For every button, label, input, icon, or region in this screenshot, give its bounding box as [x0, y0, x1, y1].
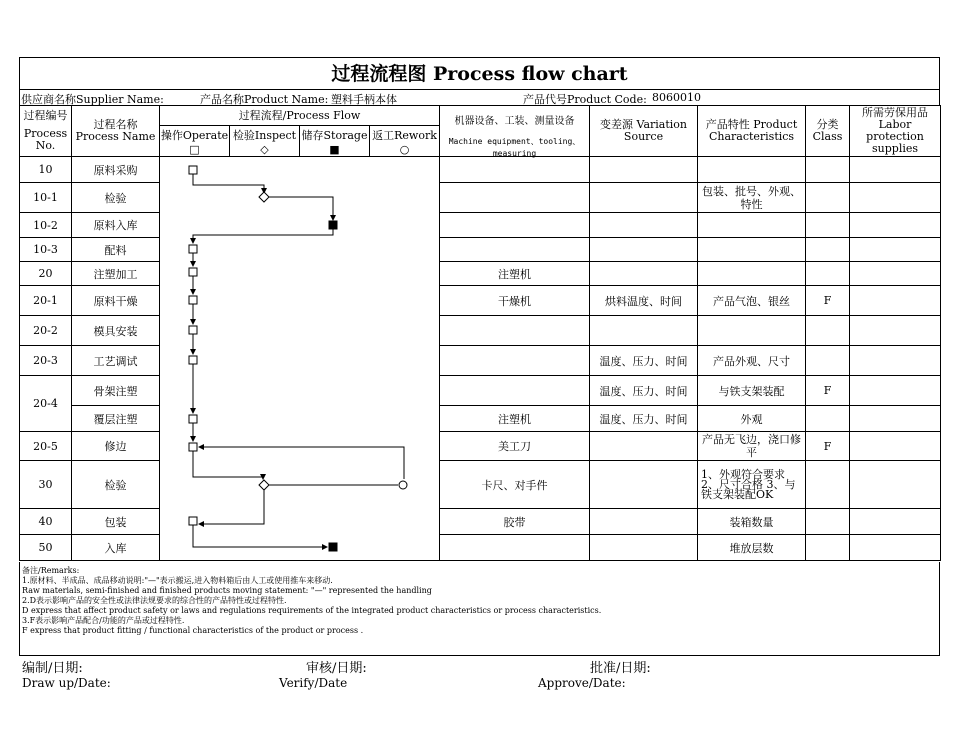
- process-no: 20-4: [20, 376, 72, 432]
- process-no: 40: [20, 509, 72, 535]
- product-char: 与铁支架装配: [698, 376, 806, 406]
- process-name: 检验: [72, 461, 160, 509]
- process-no: 10-3: [20, 238, 72, 262]
- table-row: [20, 262, 941, 286]
- process-name: 检验: [72, 183, 160, 213]
- process-table: [19, 105, 941, 561]
- remark-line: 1.原材料、半成品、成品移动说明:"—"表示搬运,进入物料箱后由人工或使用推车来移动.: [22, 576, 333, 585]
- table-row: [20, 183, 941, 213]
- class: [806, 509, 850, 535]
- process-name: 包装: [72, 509, 160, 535]
- machine: 干燥机: [440, 286, 590, 316]
- variation: [590, 262, 698, 286]
- class: F: [806, 376, 850, 406]
- process-name: 修边: [72, 432, 160, 461]
- table-row: [20, 238, 941, 262]
- class: [806, 535, 850, 561]
- class: [806, 183, 850, 213]
- header-inspect: 检验Inspect: [232, 128, 297, 142]
- process-name: 骨架注塑: [72, 376, 160, 406]
- header-storage: 储存Storage: [301, 128, 368, 142]
- process-no: 10-1: [20, 183, 72, 213]
- product-char: 堆放层数: [698, 535, 806, 561]
- process-name: 入库: [72, 535, 160, 561]
- table-row: [20, 286, 941, 316]
- table-row: [20, 509, 941, 535]
- approve-label-en: Approve/Date:: [538, 676, 626, 690]
- product-char: 装箱数量: [698, 509, 806, 535]
- machine: [440, 157, 590, 183]
- class: [806, 262, 850, 286]
- process-no: 10-2: [20, 213, 72, 238]
- variation: [590, 432, 698, 461]
- product-char: 产品气泡、银丝: [698, 286, 806, 316]
- table-row: [20, 376, 941, 406]
- product-name-label: 产品名称Product Name:: [200, 93, 329, 106]
- variation: [590, 316, 698, 346]
- product-char: 1、外观符合要求 2、尺寸合格 3、与铁支架装配OK: [698, 461, 806, 509]
- info-bar: [19, 89, 940, 105]
- drawup-label-en: Draw up/Date:: [22, 676, 111, 690]
- variation: [590, 509, 698, 535]
- process-no: 20-3: [20, 346, 72, 376]
- header-rework: 返工Rework: [372, 128, 437, 142]
- table-row: [20, 346, 941, 376]
- product-char: [698, 238, 806, 262]
- variation: [590, 535, 698, 561]
- product-char: 外观: [698, 406, 806, 432]
- variation: 温度、压力、时间: [590, 346, 698, 376]
- process-no: 20-5: [20, 432, 72, 461]
- remark-line: Raw materials, semi-finished and finished products moving statement: "—" represented the handling: [22, 586, 432, 595]
- header-variation: 变差源 Variation Source: [590, 106, 698, 157]
- remarks: [19, 562, 940, 656]
- table-row: [20, 406, 941, 432]
- machine: [440, 238, 590, 262]
- table-row: [20, 213, 941, 238]
- process-no: 20-1: [20, 286, 72, 316]
- process-no: 30: [20, 461, 72, 509]
- variation: 温度、压力、时间: [590, 406, 698, 432]
- class: [806, 213, 850, 238]
- process-no: 20-2: [20, 316, 72, 346]
- class: [806, 157, 850, 183]
- header-product-char: 产品特性 Product Characteristics: [698, 106, 806, 157]
- remark-line: F express that product fitting / functional characteristics of the product or process .: [22, 626, 364, 635]
- process-name: 原料采购: [72, 157, 160, 183]
- process-name: 覆层注塑: [72, 406, 160, 432]
- product-char: 包装、批号、外观、特性: [698, 183, 806, 213]
- remark-line: D express that affect product safety or laws and regulations requirements of the integrated product characteristics or process characteristics.: [22, 606, 602, 615]
- header-process-no-cn: 过程编号: [23, 109, 68, 122]
- machine: [440, 376, 590, 406]
- table-row: [20, 461, 941, 509]
- machine: [440, 183, 590, 213]
- class: F: [806, 286, 850, 316]
- process-name: 原料干燥: [72, 286, 160, 316]
- rework-symbol: ○: [399, 142, 410, 156]
- variation: 烘料温度、时间: [590, 286, 698, 316]
- product-code-label: 产品代号Product Code:: [523, 93, 647, 106]
- header-process-no-en: Process No.: [23, 127, 68, 152]
- table-row: [20, 432, 941, 461]
- product-char: [698, 262, 806, 286]
- table-row: [20, 535, 941, 561]
- class: [806, 406, 850, 432]
- header-labor: 所需劳保用品Labor protection supplies: [862, 106, 929, 155]
- variation: [590, 157, 698, 183]
- product-char: [698, 213, 806, 238]
- remark-line: 3.F表示影响产品配合/功能的产品或过程特性.: [22, 616, 185, 625]
- product-char: 产品无飞边，浇口修平: [698, 432, 806, 461]
- process-name: 模具安装: [72, 316, 160, 346]
- class: [806, 461, 850, 509]
- drawup-label-cn: 编制/日期:: [22, 661, 83, 676]
- class: F: [806, 432, 850, 461]
- storage-symbol: ■: [329, 142, 340, 156]
- machine: [440, 213, 590, 238]
- header-process-name: 过程名称 Process Name: [72, 106, 160, 157]
- header-machine-cn: 机器设备、工装、测量设备: [454, 115, 575, 127]
- product-code: 8060010: [652, 91, 701, 104]
- machine: 美工刀: [440, 432, 590, 461]
- inspect-symbol: ◇: [260, 142, 269, 156]
- variation: [590, 461, 698, 509]
- product-char: 产品外观、尺寸: [698, 346, 806, 376]
- process-name: 配料: [72, 238, 160, 262]
- operate-symbol: □: [189, 142, 200, 156]
- process-no: 20: [20, 262, 72, 286]
- class: [806, 238, 850, 262]
- process-name: 注塑加工: [72, 262, 160, 286]
- header-operate: 操作Operate: [160, 128, 229, 142]
- machine: 胶带: [440, 509, 590, 535]
- header-process-flow: 过程流程/Process Flow: [160, 106, 440, 126]
- product-char: [698, 157, 806, 183]
- variation: [590, 213, 698, 238]
- approve-label-cn: 批准/日期:: [590, 661, 651, 676]
- table-row: [20, 316, 941, 346]
- table-row: [20, 157, 941, 183]
- process-no: 50: [20, 535, 72, 561]
- supplier-label: 供应商名称Supplier Name:: [21, 93, 164, 106]
- machine: 注塑机: [440, 406, 590, 432]
- machine: [440, 535, 590, 561]
- remark-line: 备注/Remarks:: [22, 566, 80, 575]
- class: [806, 346, 850, 376]
- process-name: 原料入库: [72, 213, 160, 238]
- verify-label-en: Verify/Date: [279, 676, 348, 690]
- page-title: 过程流程图 Process flow chart: [19, 57, 940, 89]
- remark-line: 2.D表示影响产品的安全性或法律法规要求的综合性的产品特性或过程特性.: [22, 596, 287, 605]
- verify-label-cn: 审核/日期:: [306, 661, 367, 676]
- process-no: 10: [20, 157, 72, 183]
- machine: 注塑机: [440, 262, 590, 286]
- header-machine-en: Machine equipment、tooling、measuring: [448, 136, 581, 158]
- process-name: 工艺调试: [72, 346, 160, 376]
- header-class: 分类 Class: [806, 106, 850, 157]
- machine: [440, 346, 590, 376]
- variation: [590, 183, 698, 213]
- variation: [590, 238, 698, 262]
- product-char: [698, 316, 806, 346]
- machine: 卡尺、对手件: [440, 461, 590, 509]
- machine: [440, 316, 590, 346]
- variation: 温度、压力、时间: [590, 376, 698, 406]
- product-name: 塑料手柄本体: [331, 93, 397, 106]
- class: [806, 316, 850, 346]
